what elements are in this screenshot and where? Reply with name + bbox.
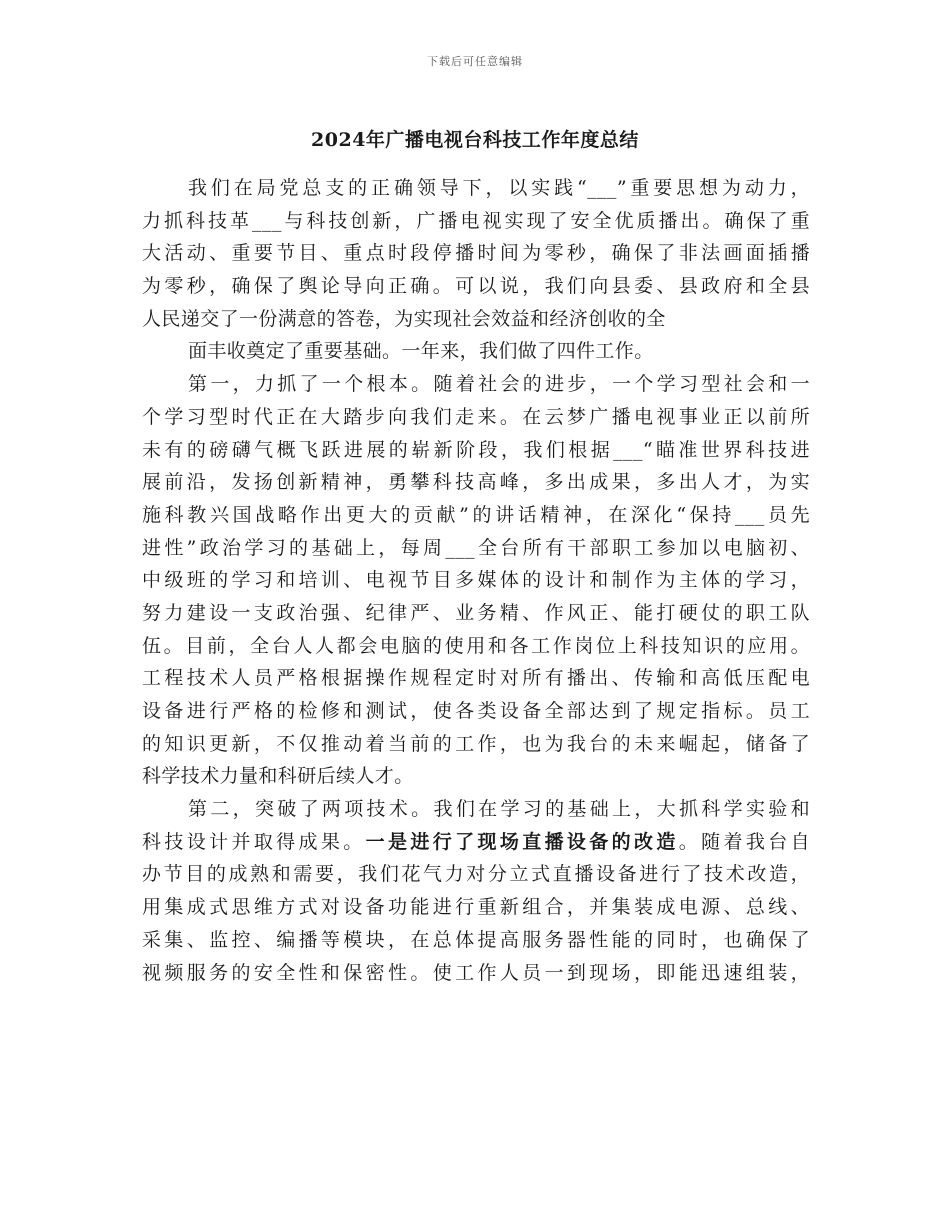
text-line: 第一，力抓了一个根本。随着社会的进步，一个学习型社会和一 [188, 373, 810, 396]
text-line: 人民递交了一份满意的答卷，为实现社会效益和经济创收的全 [142, 307, 666, 330]
text-line: 科学技术力量和科研后续人才。 [142, 765, 414, 788]
text-line: 设备进行严格的检修和测试，使各类设备全部达到了规定指标。员工 [142, 700, 810, 722]
text-line: 视频服务的安全性和保密性。使工作人员一到现场，即能迅速组装， [142, 961, 810, 984]
text-line: 为零秒，确保了舆论导向正确。可以说，我们向县委、县政府和全县 [142, 275, 810, 298]
text-line [142, 826, 810, 859]
text-line: 第二，突破了两项技术。我们在学习的基础上，大抓科学实验和 [188, 798, 810, 821]
text-line: 进性”政治学习的基础上，每周___全台所有干部职工参加以电脑初、 [142, 536, 810, 559]
bold-text-segment: 一是进行了现场直播设备的改造 [365, 830, 679, 853]
text-line: 努力建设一支政治强、纪律严、业务精、作风正、能打硬仗的职工队 [142, 601, 810, 624]
text-line: 工程技术人员严格根据操作规程定时对所有播出、传输和高低压配电 [142, 667, 810, 690]
text-segment: 科技设计并取得成果。 [142, 830, 366, 853]
text-line: 伍。目前，全台人人都会电脑的使用和各工作岗位上科技知识的应用。 [142, 634, 810, 657]
text-line: 面丰收奠定了重要基础。一年来，我们做了四件工作。 [188, 340, 654, 363]
text-line: 我们在局党总支的正确领导下，以实践“___”重要思想为动力， [188, 177, 810, 199]
header-note: 下载后可任意编辑 [427, 55, 523, 68]
text-line: 中级班的学习和培训、电视节目多媒体的设计和制作为主体的学习， [142, 569, 810, 592]
text-line: 用集成式思维方式对设备功能进行重新组合，并集装成电源、总线、 [142, 896, 810, 919]
text-segment: 。随着我台自 [678, 830, 810, 853]
text-line: 展前沿，发扬创新精神，勇攀科技高峰，多出成果，多出人才，为实 [142, 471, 810, 494]
document-body [142, 172, 810, 989]
text-line: 力抓科技革___与科技创新，广播电视实现了安全优质播出。确保了重 [142, 209, 810, 232]
text-line: 大活动、重要节目、重点时段停播时间为零秒，确保了非法画面插播 [142, 242, 810, 265]
text-line: 采集、监控、编播等模块，在总体提高服务器性能的同时，也确保了 [142, 928, 810, 951]
text-line: 未有的磅礴气概飞跃进展的崭新阶段，我们根据___“瞄准世界科技进 [142, 438, 810, 461]
text-line: 施科教兴国战略作出更大的贡献”的讲话精神，在深化“保持___员先 [142, 503, 810, 526]
text-line: 的知识更新，不仅推动着当前的工作，也为我台的未来崛起，储备了 [142, 732, 810, 755]
text-line: 个学习型时代正在大踏步向我们走来。在云梦广播电视事业正以前所 [142, 405, 810, 428]
text-line: 办节目的成熟和需要，我们花气力对分立式直播设备进行了技术改造， [142, 863, 810, 886]
document-title: 2024年广播电视台科技工作年度总结 [311, 129, 639, 151]
